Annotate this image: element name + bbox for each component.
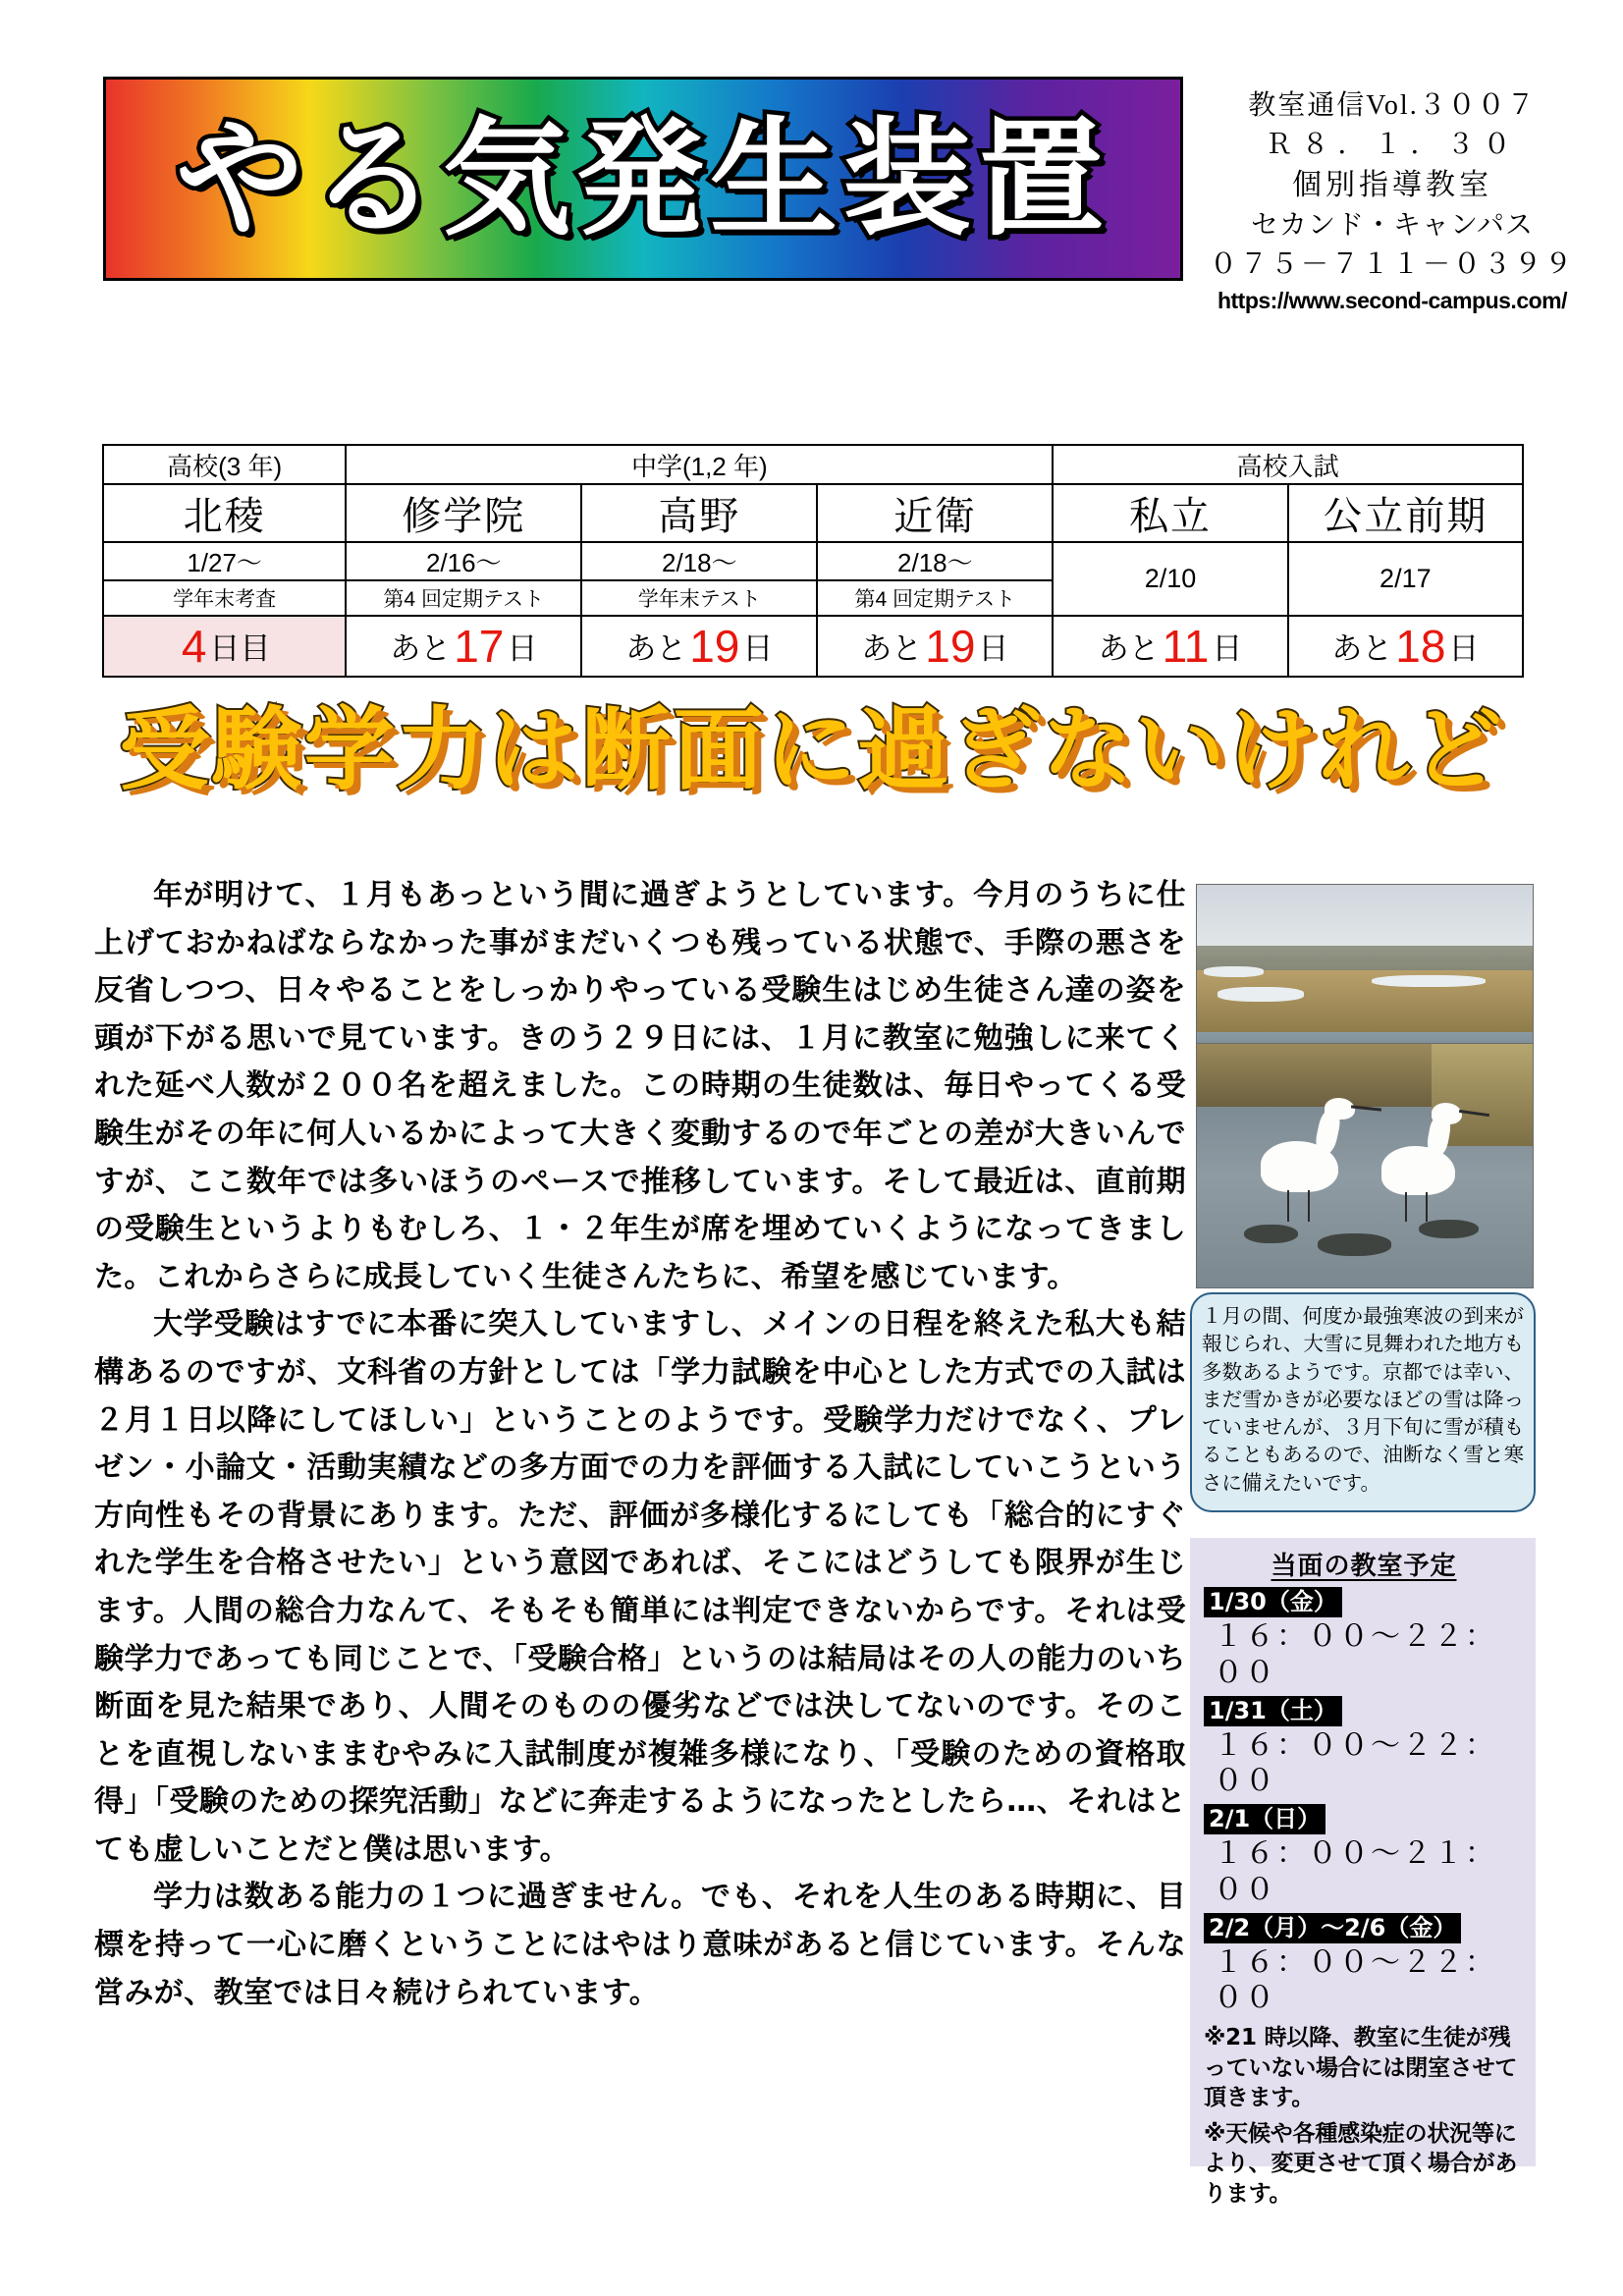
countdown-prefix-4: あと bbox=[1098, 631, 1160, 666]
egret-leg bbox=[1426, 1192, 1428, 1222]
egret-head bbox=[1325, 1098, 1355, 1120]
countdown-number-3: 19 bbox=[925, 621, 976, 672]
plan-entry-time-3: １６：００～２２：００ bbox=[1214, 1945, 1496, 2015]
exam-date-2: 2/18～ bbox=[581, 542, 817, 580]
countdown-number-0: 4 bbox=[181, 621, 207, 672]
masthead-banner bbox=[103, 77, 1183, 281]
plan-entry bbox=[1204, 1912, 1524, 2018]
school-name-4: 私立 bbox=[1053, 484, 1287, 542]
countdown-suffix-0: 日目 bbox=[209, 631, 271, 666]
photo-egrets-in-river bbox=[1196, 1043, 1534, 1288]
group-header-junior: 中学(1,2 年) bbox=[346, 445, 1053, 484]
countdown-number-5: 18 bbox=[1395, 621, 1446, 672]
group-header-highschool3: 高校(3 年) bbox=[103, 445, 346, 484]
phone-number: ０７５－７１１－０３９９ bbox=[1209, 248, 1575, 280]
article-paragraph-3: 学力は数ある能力の１つに過ぎません。でも、それを人生のある時期に、目標を持って一心に磨くということにはやはり意味があると信じています。そんな営みが、教室では日々続けられています。 bbox=[94, 1880, 1186, 2010]
article-paragraph-1: 年が明けて、１月もあっという間に過ぎようとしています。今月のうちに仕上げておかねばならなかった事がまだいくつも残っている状態で、手際の悪さを反省しつつ、日々やることをしっかりやっている受験生はじめ生徒さん達の姿を頭が下がる思いで見ています。きのう２９日には、１月に教室に勉強しに来てくれた延べ人数が２００名を超えました。この時期の生徒数は、毎日やってくる受験生がその年に何人いるかによって大きく変動するので年ごとの差が大きいんですが、ここ数年では多いほうのペースで推移しています。そして最近は、直前期の受験生というよりもむしろ、１・２年生が席を埋めていくようになってきました。これからさらに成長していく生徒さんたちに、希望を感じています。 bbox=[94, 878, 1186, 1294]
table-row-countdown bbox=[103, 616, 1523, 677]
plan-note-0: ※21 時以降、教室に生徒が残っていない場合には閉室させて頂きます。 bbox=[1204, 2025, 1518, 2111]
school-name-0: 北稜 bbox=[103, 484, 346, 542]
exam-countdown-table-wrap bbox=[102, 444, 1524, 678]
org-name: 個別指導教室 bbox=[1292, 168, 1492, 201]
plan-entry-date-0: 1/30（金） bbox=[1204, 1587, 1342, 1617]
countdown-suffix-2: 日 bbox=[742, 631, 774, 666]
photo1-snow-patch bbox=[1372, 975, 1486, 987]
exam-date-1: 2/16～ bbox=[346, 542, 581, 580]
exam-test-2: 学年末テスト bbox=[581, 580, 817, 616]
exam-test-1: 第4 回定期テスト bbox=[346, 580, 581, 616]
header-info-block bbox=[1196, 86, 1589, 316]
school-name-1: 修学院 bbox=[346, 484, 581, 542]
countdown-number-2: 19 bbox=[689, 621, 740, 672]
egret-leg bbox=[1308, 1190, 1310, 1222]
photo2-rock bbox=[1419, 1220, 1480, 1239]
countdown-prefix-2: あと bbox=[625, 631, 687, 666]
countdown-suffix-1: 日 bbox=[507, 631, 538, 666]
countdown-suffix-3: 日 bbox=[978, 631, 1009, 666]
countdown-suffix-4: 日 bbox=[1212, 631, 1243, 666]
countdown-cell-4 bbox=[1053, 616, 1287, 677]
photo2-rock bbox=[1244, 1225, 1298, 1244]
photo-caption-box: １月の間、何度か最強寒波の到来が報じられ、大雪に見舞われた地方も多数あるようです。京都では幸い、まだ雪かきが必要なほどの雪は降っていませんが、３月下旬に雪が積もることもあるので、油断なく雪と寒さに備えたいです。 bbox=[1190, 1292, 1536, 1512]
issue-date: Ｒ８．１．３０ bbox=[1265, 129, 1520, 160]
countdown-cell-0 bbox=[103, 616, 346, 677]
classroom-schedule-box bbox=[1190, 1538, 1536, 2207]
plan-entry-time-1: １６：００～２２：００ bbox=[1214, 1728, 1496, 1798]
countdown-cell-5 bbox=[1288, 616, 1523, 677]
campus-name: セカンド・キャンパス bbox=[1250, 210, 1535, 242]
egret-leg bbox=[1287, 1190, 1289, 1222]
website-url[interactable]: https://www.second-campus.com/ bbox=[1217, 287, 1568, 313]
group-header-entrance: 高校入試 bbox=[1053, 445, 1523, 484]
countdown-cell-3 bbox=[817, 616, 1053, 677]
masthead-title: やる気発生装置 bbox=[175, 104, 1110, 253]
school-name-5: 公立前期 bbox=[1288, 484, 1523, 542]
photo1-snow-patch bbox=[1217, 987, 1305, 1002]
plan-entry bbox=[1204, 1803, 1524, 1909]
exam-countdown-table bbox=[102, 444, 1524, 678]
exam-date-3: 2/18～ bbox=[817, 542, 1053, 580]
plan-box-title: 当面の教室予定 bbox=[1271, 1552, 1457, 1581]
countdown-cell-1 bbox=[346, 616, 581, 677]
table-row-dates bbox=[103, 542, 1523, 580]
issue-volume: 教室通信Vol.３００７ bbox=[1248, 90, 1537, 121]
egret-leg bbox=[1405, 1192, 1407, 1222]
egret-body bbox=[1381, 1146, 1455, 1195]
exam-test-0: 学年末考査 bbox=[103, 580, 346, 616]
exam-test-3: 第4 回定期テスト bbox=[817, 580, 1053, 616]
page-header bbox=[0, 0, 1623, 313]
countdown-number-1: 17 bbox=[454, 621, 505, 672]
school-name-3: 近衛 bbox=[817, 484, 1053, 542]
table-row-school-names bbox=[103, 484, 1523, 542]
countdown-prefix-5: あと bbox=[1331, 631, 1393, 666]
countdown-suffix-5: 日 bbox=[1448, 631, 1480, 666]
exam-date-5: 2/17 bbox=[1288, 542, 1523, 616]
exam-date-4: 2/10 bbox=[1053, 542, 1287, 616]
countdown-prefix-3: あと bbox=[861, 631, 923, 666]
article-headline: 受験学力は断面に過ぎないけれど bbox=[119, 697, 1504, 802]
exam-date-0: 1/27～ bbox=[103, 542, 346, 580]
school-name-2: 高野 bbox=[581, 484, 817, 542]
table-row-group-headers bbox=[103, 445, 1523, 484]
article-body bbox=[94, 872, 1186, 2017]
plan-entry bbox=[1204, 1695, 1524, 1801]
plan-entry bbox=[1204, 1586, 1524, 1692]
photo1-snow-patch bbox=[1204, 966, 1265, 976]
countdown-prefix-1: あと bbox=[390, 631, 452, 666]
plan-note-1: ※天候や各種感染症の状況等により、変更させて頂く場合があります。 bbox=[1204, 2120, 1518, 2207]
photo2-rock bbox=[1318, 1233, 1391, 1255]
plan-entry-time-0: １６：００～２２：００ bbox=[1214, 1620, 1496, 1689]
plan-entry-date-3: 2/2（月）～2/6（金） bbox=[1204, 1913, 1461, 1943]
plan-entry-time-2: １６：００～２１：００ bbox=[1214, 1837, 1496, 1906]
countdown-number-4: 11 bbox=[1162, 621, 1210, 672]
plan-entry-date-2: 2/1（日） bbox=[1204, 1804, 1325, 1834]
countdown-cell-2 bbox=[581, 616, 817, 677]
article-paragraph-2: 大学受験はすでに本番に突入していますし、メインの日程を終えた私大も結構あるのですが、文科省の方針としては「学力試験を中心とした方式での入試は２月１日以降にしてほしい」ということのようです。受験学力だけでなく、プレゼン・小論文・活動実績などの多方面での力を評価する入試にしていこうという方向性もその背景にあります。ただ、評価が多様化するにしても「総合的にすぐれた学生を合格させたい」という意図であれば、そこにはどうしても限界が生じます。人間の総合力なんて、そもそも簡単には判定できないからです。それは受験学力であっても同じことで、「受験合格」というのは結局はその人の能力のいち断面を見た結果であり、人間そのものの優劣などでは決してないのです。そのことを直視しないままむやみに入試制度が複雑多様になり、「受験のための資格取得」「受験のための探究活動」などに奔走するようになったとしたら…、それはとても虚しいことだと僕は思います。 bbox=[94, 1307, 1186, 1867]
plan-entry-date-1: 1/31（土） bbox=[1204, 1696, 1342, 1726]
